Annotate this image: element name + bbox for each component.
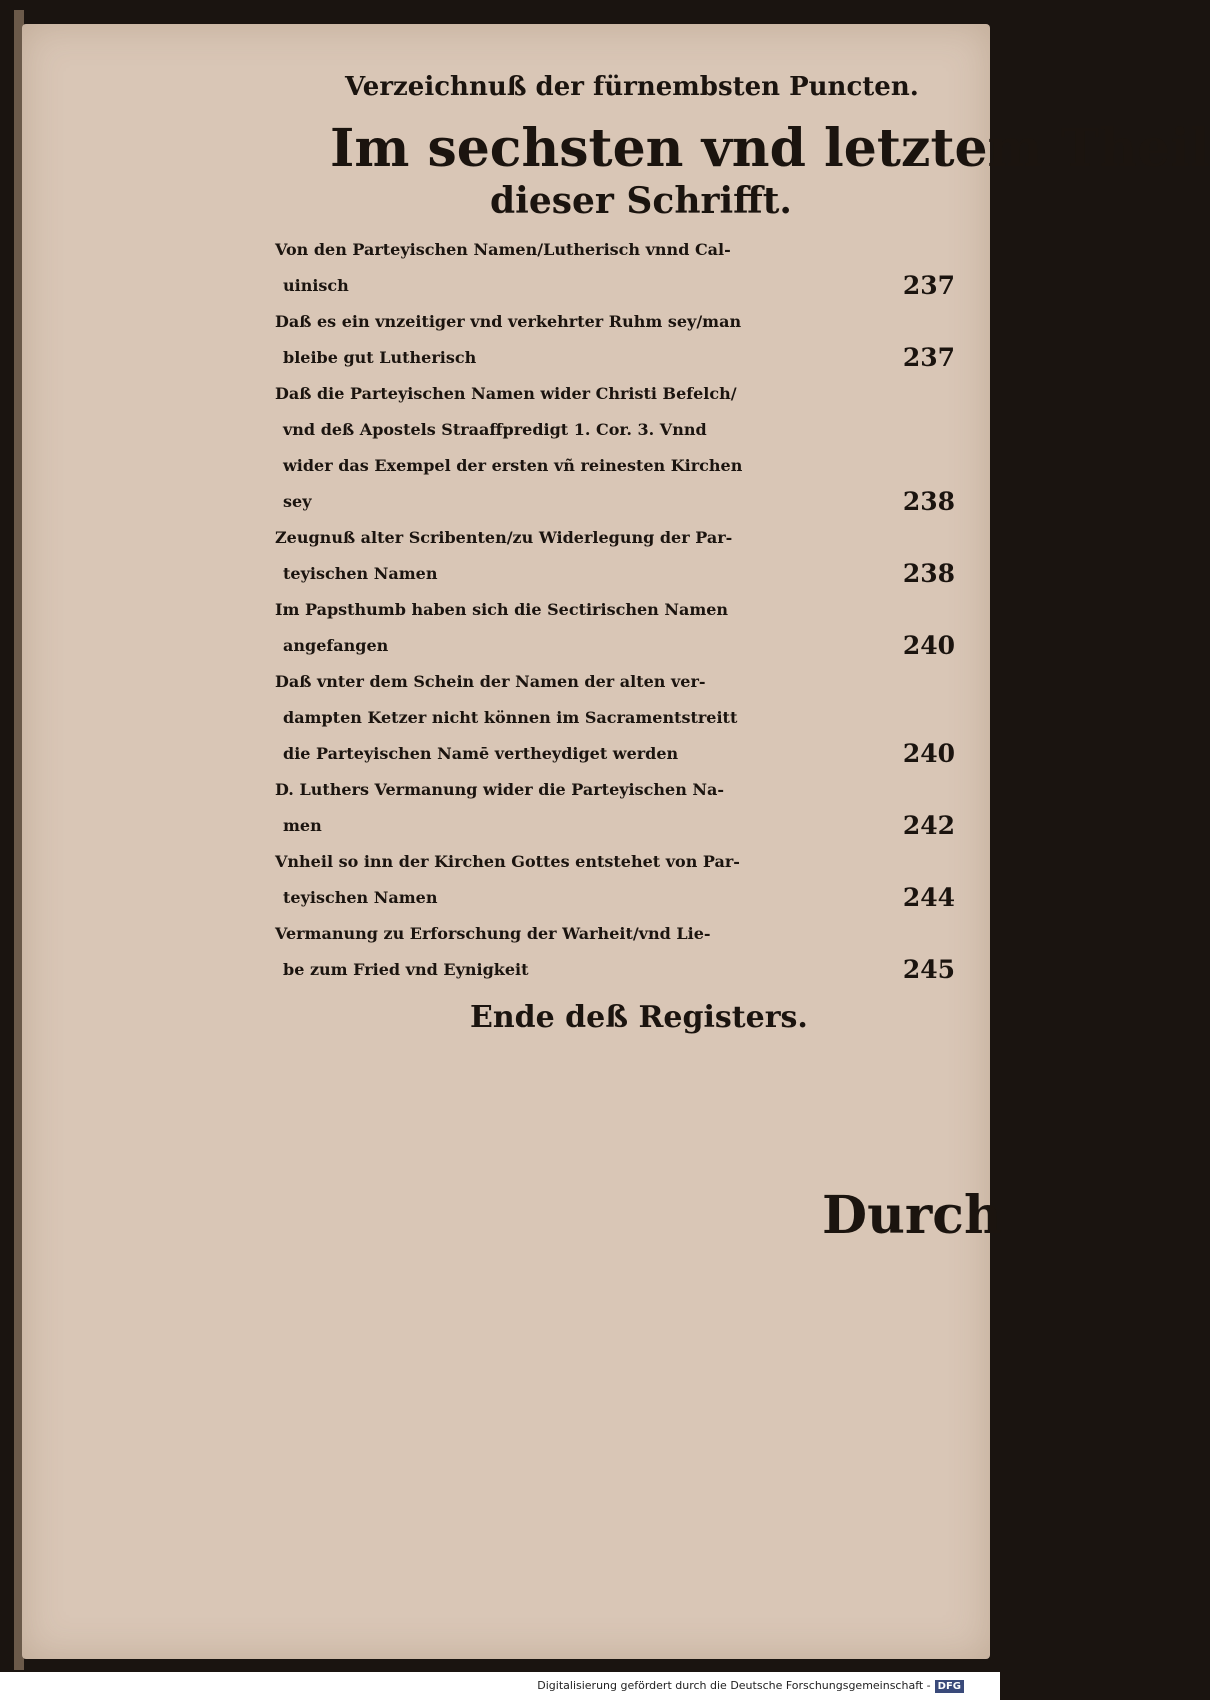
credit-text: Digitalisierung gefördert durch die Deutsche Forschungsgemeinschaft - — [537, 1679, 931, 1692]
entry-text-line: wider das Exempel der ersten vñ reinesten Kirchen — [283, 456, 743, 475]
entry-page-number: 238 — [902, 487, 955, 516]
entry-text-line: men — [283, 816, 322, 835]
entry-text-line: Von den Parteyischen Namen/Lutherisch vnnd Cal- — [275, 240, 731, 259]
entry-text-line: teyischen Namen — [283, 888, 438, 907]
end-of-register-note: Ende deß Registers. — [470, 1000, 808, 1035]
entry-text-line: Daß die Parteyischen Namen wider Christi Befelch/ — [275, 384, 737, 403]
section-title-line-2: dieser Schrifft. — [490, 180, 792, 222]
catchword: Durch — [822, 1185, 1002, 1246]
entry-page-number: 237 — [902, 271, 955, 300]
entry-text-line: die Parteyischen Namē vertheydiget werden — [283, 744, 679, 763]
entry-text-line: Im Papsthumb haben sich die Sectirischen Namen — [275, 600, 729, 619]
entry-page-number: 242 — [902, 811, 955, 840]
register-entry — [275, 376, 955, 520]
entry-text-line: be zum Fried vnd Eynigkeit — [283, 960, 529, 979]
entry-page-number: 244 — [902, 883, 955, 912]
entry-text-line: Vermanung zu Erforschung der Warheit/vnd Lie- — [275, 924, 711, 943]
entry-text-line: Daß es ein vnzeitiger vnd verkehrter Ruhm sey/man — [275, 312, 742, 331]
entry-page-number: 237 — [902, 343, 955, 372]
register-entry — [275, 304, 955, 376]
entry-page-number: 240 — [902, 739, 955, 768]
register-entry — [275, 232, 955, 304]
entry-text-line: bleibe gut Lutherisch — [283, 348, 477, 367]
entry-text-line: D. Luthers Vermanung wider die Parteyischen Na- — [275, 780, 725, 799]
register-entries — [275, 232, 955, 988]
register-entry — [275, 844, 955, 916]
entry-page-number: 240 — [902, 631, 955, 660]
register-entry — [275, 520, 955, 592]
entry-text-line: Daß vnter dem Schein der Namen der alten ver- — [275, 672, 706, 691]
register-entry — [275, 916, 955, 988]
digitization-credit — [537, 1679, 964, 1693]
section-title-line-1: Im sechsten vnd letztem Theil — [330, 118, 1210, 179]
entry-text-line: Zeugnuß alter Scribenten/zu Widerlegung der Par- — [275, 528, 733, 547]
dfg-logo-badge: DFG — [935, 1680, 964, 1693]
entry-text-line: teyischen Namen — [283, 564, 438, 583]
entry-text-line: vnd deß Apostels Straaffpredigt 1. Cor. 3. Vnnd — [283, 420, 707, 439]
entry-text-line: angefangen — [283, 636, 389, 655]
register-entry — [275, 592, 955, 664]
register-entry — [275, 664, 955, 772]
entry-page-number: 245 — [902, 955, 955, 984]
entry-text-line: sey — [283, 492, 312, 511]
entry-page-number: 238 — [902, 559, 955, 588]
register-entry — [275, 772, 955, 844]
running-head: Verzeichnuß der fürnembsten Puncten. — [345, 72, 919, 102]
entry-text-line: dampten Ketzer nicht können im Sacramentstreitt — [283, 708, 738, 727]
entry-text-line: uinisch — [283, 276, 349, 295]
entry-text-line: Vnheil so inn der Kirchen Gottes entstehet von Par- — [275, 852, 740, 871]
